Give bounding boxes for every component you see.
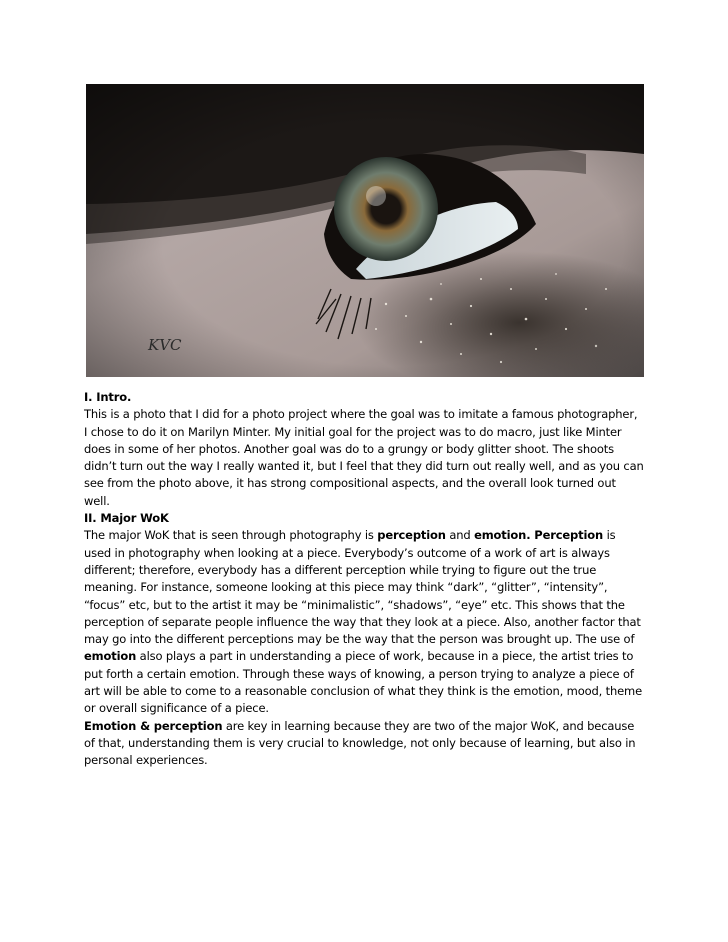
wok-text-3: is used in photography when looking at a piece. Everybody’s outcome of a work of art is always different; therefore, everybody has a different perception while trying to figure out the true meaning. For instance, someone looking at this piece may think “dark”, “glitter”, “intensity”, “focus” etc, but to the artist it may be “minimalistic”, “shadows”, “eye” etc. This shows that the perception of separate people influence the way that they look at a piece. Also, another factor that may go into the different perceptions may be the way that the person was brought up. The use of — [84, 528, 641, 647]
essay-body — [84, 389, 644, 770]
intro-heading: I. Intro. — [84, 390, 132, 404]
wok-paragraph — [84, 527, 644, 717]
wok-text-1: The major WoK that is seen through photography is — [84, 528, 378, 543]
photo-watermark: KVC — [148, 336, 182, 354]
eye-photo-image — [86, 84, 644, 377]
wok-term-emotion: emotion. Perception — [474, 528, 604, 543]
major-wok-heading: II. Major WoK — [84, 511, 169, 526]
wok-text-4: also plays a part in understanding a piece of work, because in a piece, the artist tries to put forth a certain emotion. Through these ways of knowing, a person trying to analyze a piece of art will be able to come to a reasonable conclusion of what they think is the emotion, mood, theme or overall significance of a piece. — [84, 649, 643, 716]
intro-paragraph: This is a photo that I did for a photo project where the goal was to imitate a famous photographer, I chose to do it on Marilyn Minter. My initial goal for the project was to do macro, just like Minter does in some of her photos. Another goal was do to a grungy or body glitter shoot. The shoots didn’t turn out the way I really wanted it, but I feel that they did turn out really well, and as you can see from the photo above, it has strong compositional aspects, and the overall look turned out well. — [84, 407, 644, 508]
wok-text-2: and — [445, 528, 475, 543]
conclusion-text: are key in learning because they are two of the major WoK, and because of that, understanding them is very crucial to knowledge, not only because of learning, but also in personal experiences. — [84, 718, 636, 768]
wok-term-emotion-2: emotion — [84, 649, 137, 664]
eye-photo — [86, 84, 644, 377]
conclusion-paragraph — [84, 718, 644, 770]
conclusion-term: Emotion & perception — [84, 718, 223, 733]
wok-term-perception: perception — [377, 528, 446, 543]
